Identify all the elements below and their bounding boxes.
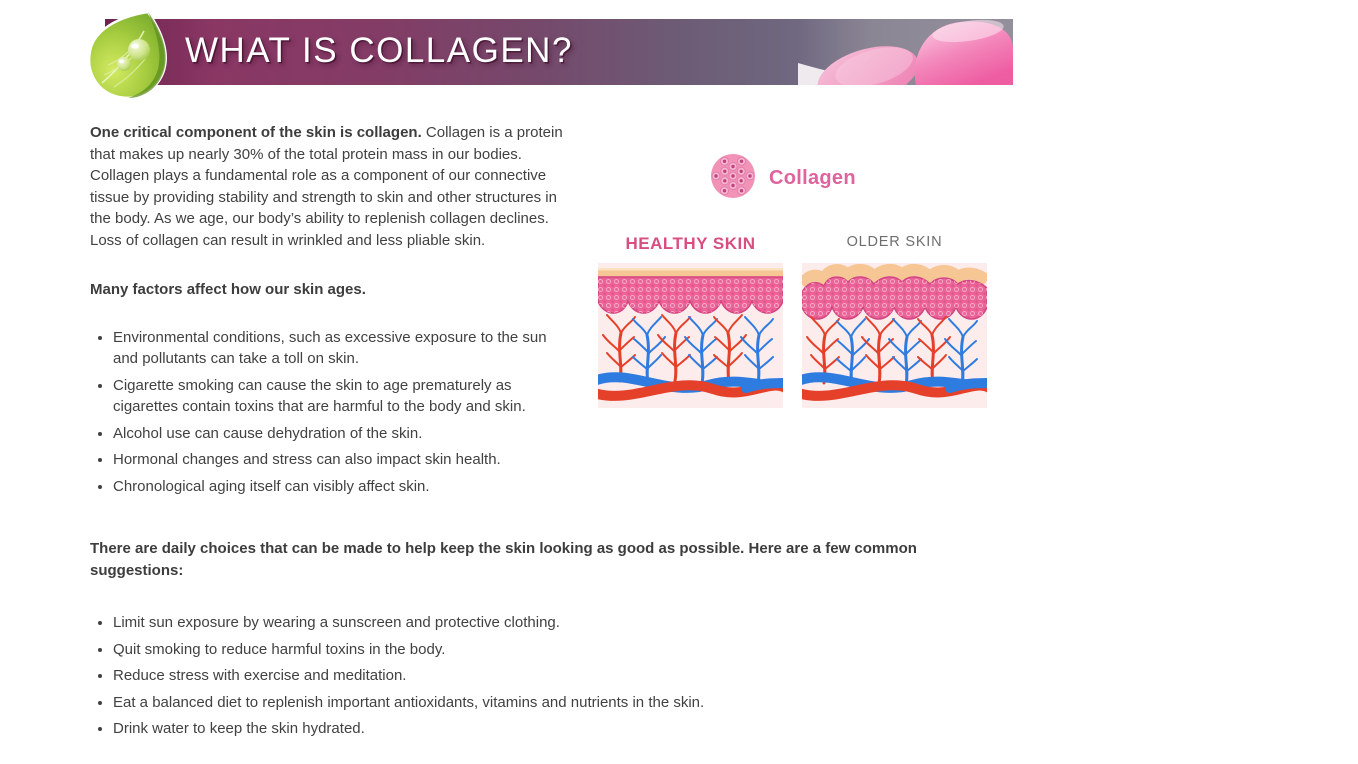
intro-lead-rest: Collagen is a protein that makes up nearly 30% of the total protein mass in our bodies. Collagen plays a fundamental role as a component of our connective tissue by providing stability and strength to skin and other structures in the body. As we age, our body’s ability to replenish collagen declines. Loss of collagen can result in wrinkled and less pliable skin. <box>90 124 563 249</box>
suggestions-list <box>90 612 990 740</box>
intro-paragraph <box>90 122 571 251</box>
list-item: • Eat a balanced diet to replenish important antioxidants, vitamins and nutrients in the skin. <box>113 692 990 714</box>
factors-list <box>90 327 571 498</box>
header-banner <box>105 19 1013 85</box>
suggestions-heading: There are daily choices that can be made to help keep the skin looking as good as possible. Here are a few common suggestions: <box>90 540 917 579</box>
flower-image <box>798 19 1013 85</box>
page-title: WHAT IS COLLAGEN? <box>185 30 573 70</box>
skin-labels-row <box>598 234 990 254</box>
skin-diagram-section <box>598 153 990 408</box>
list-item: • Hormonal changes and stress can also impact skin health. <box>113 449 571 471</box>
list-item: • Environmental conditions, such as excessive exposure to the sun and pollutants can take a toll on skin. <box>113 327 571 370</box>
list-item: • Alcohol use can cause dehydration of the skin. <box>113 423 571 445</box>
intro-lead-bold: One critical component of the skin is collagen. <box>90 124 422 141</box>
intro-section <box>90 122 571 502</box>
suggestions-section <box>90 538 990 745</box>
collagen-icon <box>710 153 756 204</box>
list-item: • Reduce stress with exercise and meditation. <box>113 665 990 687</box>
list-item: • Quit smoking to reduce harmful toxins in the body. <box>113 639 990 661</box>
list-item: • Limit sun exposure by wearing a sunscreen and protective clothing. <box>113 612 990 634</box>
healthy-skin-illustration <box>598 263 783 408</box>
collagen-legend-label: Collagen <box>769 166 856 189</box>
list-item: • Chronological aging itself can visibly affect skin. <box>113 476 571 498</box>
collagen-legend <box>710 153 990 203</box>
leaf-logo-icon <box>84 9 176 101</box>
factors-heading: Many factors affect how our skin ages. <box>90 281 366 298</box>
list-item: • Cigarette smoking can cause the skin to age prematurely as cigarettes contain toxins that are harmful to the body and skin. <box>113 375 571 418</box>
skin-images-row <box>598 263 990 408</box>
healthy-skin-label: HEALTHY SKIN <box>625 234 756 253</box>
list-item: • Drink water to keep the skin hydrated. <box>113 718 990 740</box>
older-skin-illustration <box>802 263 987 408</box>
older-skin-label: OLDER SKIN <box>846 234 943 250</box>
